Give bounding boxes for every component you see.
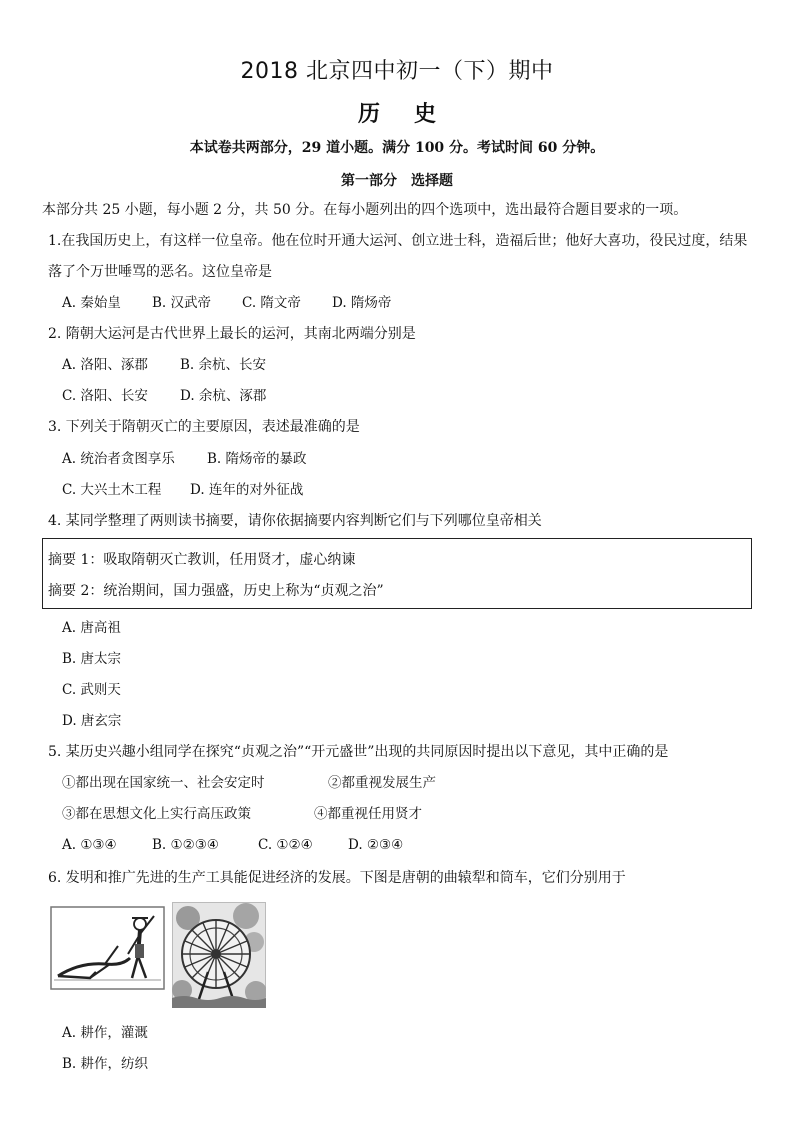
q2-option-d[interactable]: D. 余杭、涿郡	[180, 388, 267, 404]
q2-options-row1	[62, 356, 290, 374]
q1-option-a[interactable]: A. 秦始皇	[62, 295, 121, 311]
exam-title: 2018 北京四中初一（下）期中	[240, 59, 554, 84]
q5-item-4: ④都重视任用贤才	[314, 806, 422, 822]
q2-options-row2	[62, 387, 290, 405]
q1-options	[62, 294, 422, 312]
q6-option-a[interactable]: A. 耕作，灌溉	[62, 1025, 148, 1041]
q5-option-d[interactable]: D. ②③④	[348, 837, 404, 853]
q4-abstract-2: 摘要 2：统治期间，国力强盛，历史上称为“贞观之治”	[48, 583, 384, 599]
q5-item-3: ③都在思想文化上实行高压政策	[62, 806, 251, 822]
q3-option-d[interactable]: D. 连年的对外征战	[190, 482, 304, 498]
q4-option-a[interactable]: A. 唐高祖	[62, 620, 121, 636]
q5-option-c[interactable]: C. ①②④	[258, 837, 313, 853]
q6-stem: 6. 发明和推广先进的生产工具能促进经济的发展。下图是唐朝的曲辕犁和筒车，它们分别用于	[48, 870, 626, 886]
q2-option-c[interactable]: C. 洛阳、长安	[62, 388, 148, 404]
exam-note: 本试卷共两部分，29 道小题。满分 100 分。考试时间 60 分钟。	[189, 140, 605, 156]
q6-option-b[interactable]: B. 耕作，纺织	[62, 1056, 149, 1072]
q3-stem: 3. 下列关于隋朝灭亡的主要原因，表述最准确的是	[48, 419, 360, 435]
q1-option-c[interactable]: C. 隋文帝	[242, 295, 301, 311]
curved-plough-icon	[50, 906, 165, 990]
q4-abstract-1: 摘要 1：吸取隋朝灭亡教训，任用贤才，虚心纳谏	[48, 552, 356, 568]
q3-option-c[interactable]: C. 大兴土木工程	[62, 482, 162, 498]
q3-option-b[interactable]: B. 隋炀帝的暴政	[207, 451, 307, 467]
q3-options-row2	[62, 481, 340, 499]
q5-option-a[interactable]: A. ①③④	[62, 837, 117, 853]
q2-option-b[interactable]: B. 余杭、长安	[180, 357, 267, 373]
q5-item-1: ①都出现在国家统一、社会安定时	[62, 775, 265, 791]
q4-abstract-box	[42, 538, 752, 609]
part-heading: 第一部分 选择题	[341, 173, 453, 189]
curved-plough-figure	[50, 906, 165, 994]
subject-title: 历史	[357, 101, 470, 127]
q5-items-row1	[62, 774, 436, 792]
water-wheel-figure	[172, 902, 266, 1012]
q4-option-d[interactable]: D. 唐玄宗	[62, 713, 122, 729]
q5-stem: 5. 某历史兴趣小组同学在探究“贞观之治”“开元盛世”出现的共同原因时提出以下意见，其中正确的是	[48, 744, 669, 760]
q5-option-b[interactable]: B. ①②③④	[152, 837, 219, 853]
q5-options	[62, 836, 438, 854]
water-wheel-icon	[172, 902, 266, 1008]
q1-option-b[interactable]: B. 汉武帝	[152, 295, 212, 311]
q3-option-a[interactable]: A. 统治者贪图享乐	[62, 451, 175, 467]
q5-item-2: ②都重视发展生产	[328, 775, 436, 791]
q4-option-c[interactable]: C. 武则天	[62, 682, 121, 698]
q1-stem-line2: 落了个万世唾骂的恶名。这位皇帝是	[48, 264, 272, 280]
q5-items-row2	[62, 805, 422, 823]
q4-option-b[interactable]: B. 唐太宗	[62, 651, 122, 667]
q2-option-a[interactable]: A. 洛阳、涿郡	[62, 357, 148, 373]
q1-option-d[interactable]: D. 隋炀帝	[332, 295, 392, 311]
q2-stem: 2. 隋朝大运河是古代世界上最长的运河，其南北两端分别是	[48, 326, 416, 342]
q1-stem-line1: 1.在我国历史上，有这样一位皇帝。他在位时开通大运河、创立进士科，造福后世；他好大喜功，役民过度，结果	[48, 233, 748, 249]
instructions: 本部分共 25 小题，每小题 2 分，共 50 分。在每小题列出的四个选项中，选出最符合题目要求的一项。	[42, 202, 688, 218]
q4-stem: 4. 某同学整理了两则读书摘要，请你依据摘要内容判断它们与下列哪位皇帝相关	[48, 513, 542, 529]
q3-options-row1	[62, 450, 347, 468]
